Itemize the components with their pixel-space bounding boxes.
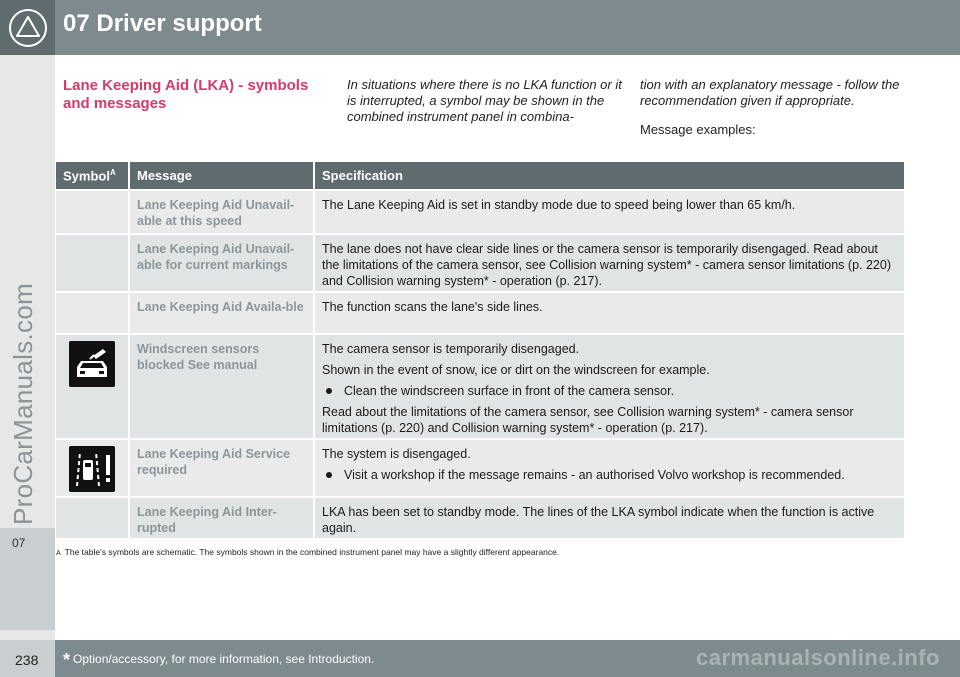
message-cell: Lane Keeping Aid Unavail-able for current markings — [130, 235, 315, 291]
message-cell: Lane Keeping Aid Service required — [130, 440, 315, 496]
chapter-title: 07 Driver support — [63, 10, 262, 37]
spec-text: LKA has been set to standby mode. The lines of the LKA symbol indicate when the function is active again. — [322, 505, 875, 535]
header-symbol: Symbol$^A$ — [56, 162, 130, 189]
page-number: 238 — [15, 652, 39, 668]
sidebar-chapter-tab — [0, 528, 55, 630]
header-icon-box — [0, 0, 55, 55]
page-number-box — [0, 640, 55, 677]
symbol-cell — [56, 235, 130, 291]
spec-text: The Lane Keeping Aid is set in standby mode due to speed being lower than 65 km/h. — [322, 198, 796, 212]
message-cell: Lane Keeping Aid Inter-rupted — [130, 498, 315, 538]
table-row — [56, 291, 904, 333]
specification-cell — [315, 440, 904, 496]
sidebar-watermark: ProCarManuals.com — [8, 282, 38, 525]
message-cell: Lane Keeping Aid Unavail-able at this speed — [130, 191, 315, 233]
table-header — [56, 162, 904, 189]
spec-bullet: Visit a workshop if the message remains - an authorised Volvo workshop is recommended. — [322, 467, 897, 483]
lka-service-icon — [69, 446, 115, 492]
spec-text: The lane does not have clear side lines or the camera sensor is temporarily disengaged. Read about the limitations of the camera sensor, see Collision warning system* - camera sensor limitations (p. 220) and Collision warning system* - operation (p. 217). — [322, 242, 891, 288]
table-row — [56, 233, 904, 291]
message-cell: Windscreen sensors blocked See manual — [130, 335, 315, 438]
footer-note: * Option/accessory, for more information, see Introduction. — [63, 650, 375, 670]
header-message: Message — [130, 162, 315, 189]
footer-watermark: carmanualsonline.info — [696, 645, 940, 670]
warning-triangle-icon — [8, 8, 48, 48]
table-row — [56, 438, 904, 496]
symbol-cell — [56, 440, 130, 496]
windscreen-sensor-blocked-icon — [69, 341, 115, 387]
spec-bullet: Clean the windscreen surface in front of the camera sensor. — [322, 383, 897, 399]
intro-text-col1: In situations where there is no LKA function or it is interrupted, a symbol may be shown in the combined instrument panel in combina- — [347, 77, 622, 124]
spec-text: Read about the limitations of the camera sensor, see Collision warning system* - camera sensor limitations (p. 220) and Collision warning system* - operation (p. 217). — [322, 405, 854, 435]
message-cell: Lane Keeping Aid Availa-ble — [130, 293, 315, 333]
page-header — [0, 0, 960, 55]
header-specification: Specification — [322, 168, 403, 183]
symbol-cell — [56, 335, 130, 438]
spec-text: The camera sensor is temporarily disengaged. — [322, 342, 580, 356]
specification-cell — [315, 498, 904, 538]
table-footnote: A The table's symbols are schematic. The symbols shown in the combined instrument panel may have a slightly different appearance. — [56, 547, 560, 557]
specification-cell — [315, 191, 904, 233]
spec-text: The function scans the lane's side lines. — [322, 300, 543, 314]
symbol-cell — [56, 293, 130, 333]
table-row — [56, 496, 904, 538]
symbol-cell — [56, 498, 130, 538]
spec-text: Shown in the event of snow, ice or dirt on the windscreen for example. — [322, 363, 710, 377]
section-title: Lane Keeping Aid (LKA) - symbols and messages — [63, 77, 309, 112]
specification-cell — [315, 335, 904, 438]
sidebar — [0, 55, 55, 640]
examples-label: Message examples: — [640, 122, 756, 137]
sidebar-chapter-number: 07 — [12, 536, 26, 550]
spec-text: The system is disengaged. — [322, 447, 471, 461]
specification-cell — [315, 235, 904, 291]
table-row — [56, 333, 904, 438]
lka-messages-table — [56, 162, 904, 538]
specification-cell — [315, 293, 904, 333]
page-footer — [0, 640, 960, 677]
symbol-cell — [56, 191, 130, 233]
intro-text-col2: tion with an explanatory message - follow the recommendation given if appropriate. — [640, 77, 900, 108]
table-row — [56, 189, 904, 233]
